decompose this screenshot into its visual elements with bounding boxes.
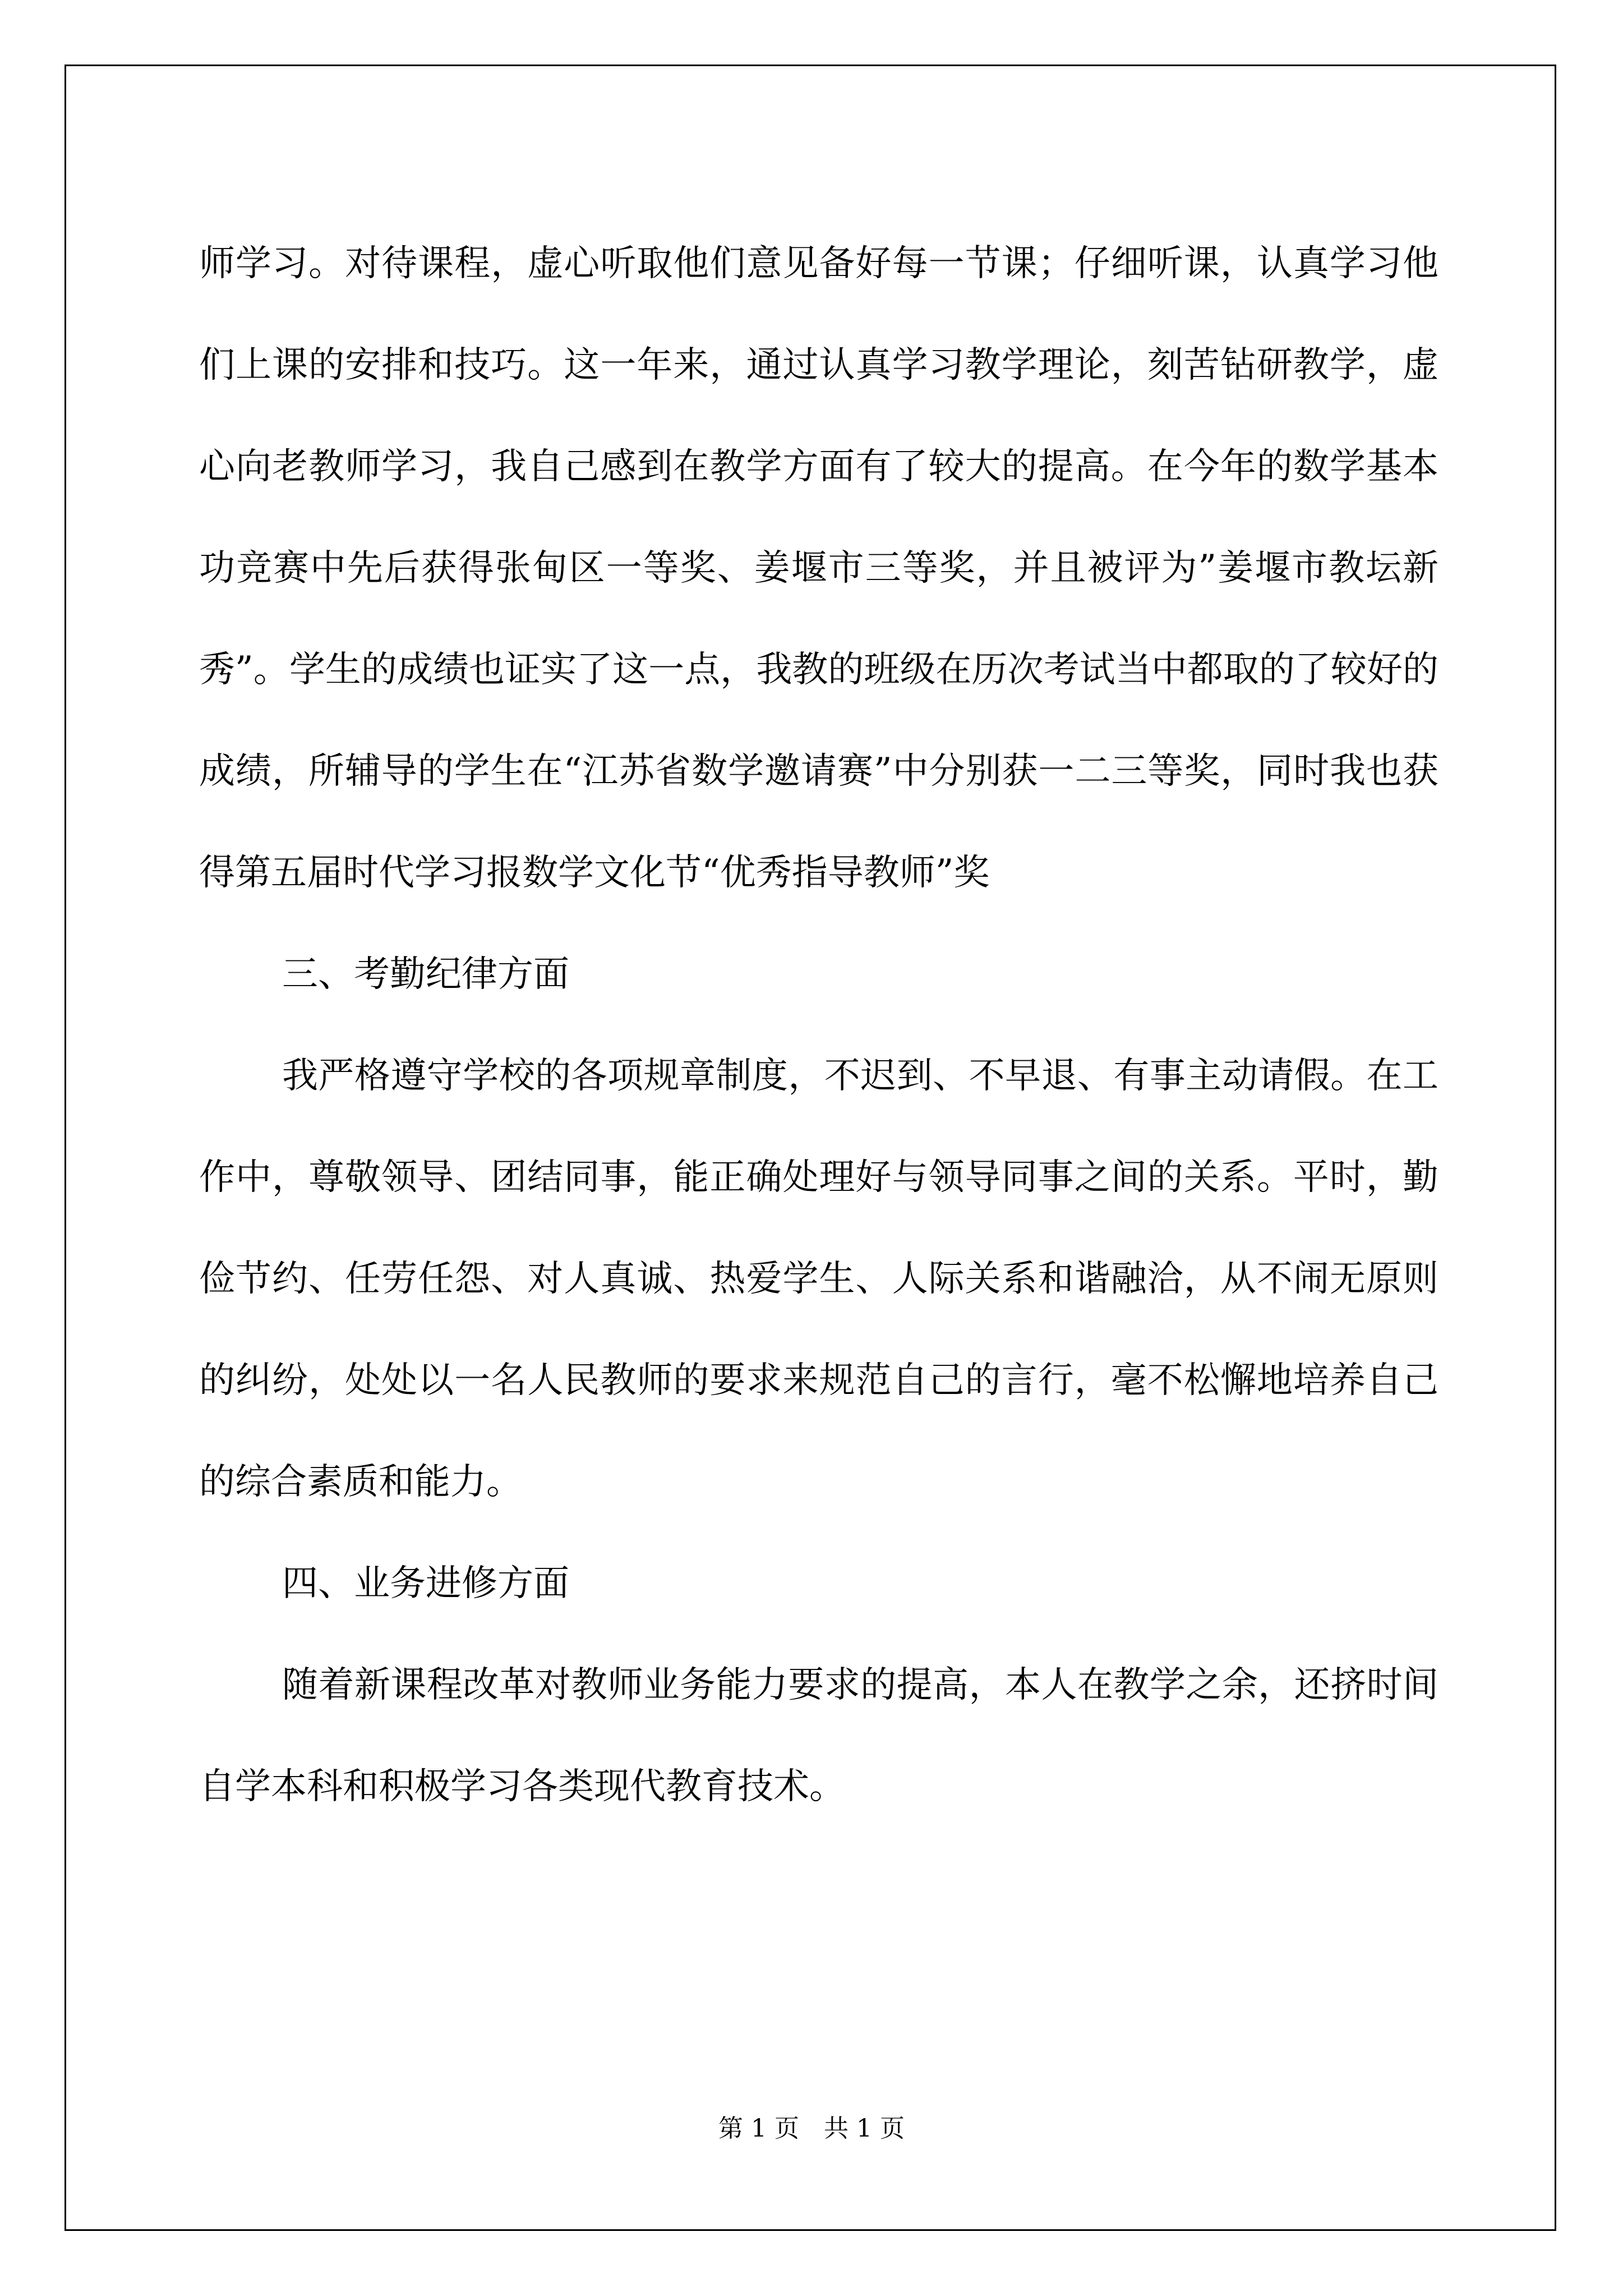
document-body <box>199 213 1438 1838</box>
section-heading-attendance: 三、考勤纪律方面 <box>282 954 569 995</box>
paragraph-professional-study: 随着新课程改革对教师业务能力要求的提高，本人在教学之余，还挤时间自学本科和积极学习各类现代教育技术。 <box>199 1664 1438 1807</box>
page-number-footer: 第 1 页 共 1 页 <box>718 2114 905 2143</box>
paragraph-continued: 师学习。对待课程，虚心听取他们意见备好每一节课；仔细听课，认真学习他们上课的安排和技巧。这一年来，通过认真学习教学理论，刻苦钻研教学，虚心向老教师学习，我自己感到在教学方面有了较大的提高。在今年的数学基本功竞赛中先后获得张甸区一等奖、姜堰市三等奖，并且被评为”姜堰市教坛新秀”。学生的成绩也证实了这一点，我教的班级在历次考试当中都取的了较好的成绩，所辅导的学生在“江苏省数学邀请赛”中分别获一二三等奖，同时我也获得第五届时代学习报数学文化节“优秀指导教师”奖 <box>199 243 1438 894</box>
section-heading-professional-study: 四、业务进修方面 <box>282 1563 569 1604</box>
paragraph-attendance: 我严格遵守学校的各项规章制度，不迟到、不早退、有事主动请假。在工作中，尊敬领导、团结同事，能正确处理好与领导同事之间的关系。平时，勤俭节约、任劳任怨、对人真诚、热爱学生、人际关系和谐融洽，从不闹无原则的纠纷，处处以一名人民教师的要求来规范自己的言行，毫不松懈地培养自己的综合素质和能力。 <box>199 1055 1438 1503</box>
